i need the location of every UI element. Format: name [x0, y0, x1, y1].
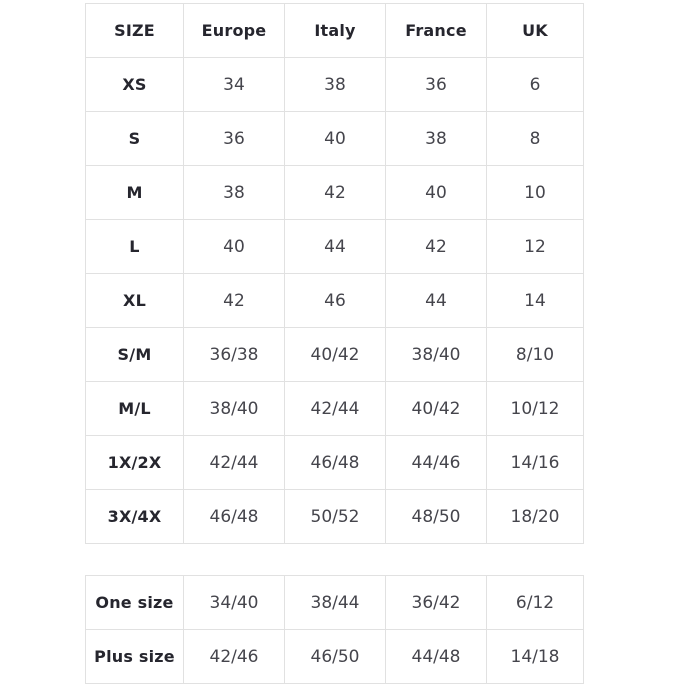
value-cell: 6/12: [487, 576, 584, 630]
value-cell: 48/50: [386, 490, 487, 544]
size-conversion-table: [85, 3, 584, 544]
value-cell: 6: [487, 58, 584, 112]
value-cell: 40/42: [285, 328, 386, 382]
header-row: [86, 4, 584, 58]
value-cell: 36/38: [184, 328, 285, 382]
size-label-cell: M/L: [86, 382, 184, 436]
value-cell: 46: [285, 274, 386, 328]
value-cell: 42: [285, 166, 386, 220]
value-cell: 50/52: [285, 490, 386, 544]
value-cell: 10: [487, 166, 584, 220]
value-cell: 18/20: [487, 490, 584, 544]
value-cell: 46/48: [285, 436, 386, 490]
value-cell: 38: [386, 112, 487, 166]
table-row-m: [86, 166, 584, 220]
header-cell-france: France: [386, 4, 487, 58]
special-size-table-container: [85, 575, 584, 684]
value-cell: 38/40: [386, 328, 487, 382]
table-row-l: [86, 220, 584, 274]
header-cell-uk: UK: [487, 4, 584, 58]
value-cell: 34/40: [184, 576, 285, 630]
value-cell: 34: [184, 58, 285, 112]
main-size-table-container: [85, 3, 584, 544]
value-cell: 42: [386, 220, 487, 274]
value-cell: 38: [184, 166, 285, 220]
size-label-cell: S/M: [86, 328, 184, 382]
header-cell-size: SIZE: [86, 4, 184, 58]
value-cell: 38: [285, 58, 386, 112]
size-label-cell: XS: [86, 58, 184, 112]
table-row-s-m: [86, 328, 584, 382]
value-cell: 42/44: [285, 382, 386, 436]
value-cell: 12: [487, 220, 584, 274]
size-label-cell: L: [86, 220, 184, 274]
header-cell-europe: Europe: [184, 4, 285, 58]
value-cell: 40: [184, 220, 285, 274]
value-cell: 46/48: [184, 490, 285, 544]
header-cell-italy: Italy: [285, 4, 386, 58]
table-row-xl: [86, 274, 584, 328]
size-label-cell: M: [86, 166, 184, 220]
size-label-cell: 1X/2X: [86, 436, 184, 490]
value-cell: 44/48: [386, 630, 487, 684]
value-cell: 42/44: [184, 436, 285, 490]
value-cell: 14/18: [487, 630, 584, 684]
table-row-plus-size: [86, 630, 584, 684]
value-cell: 42: [184, 274, 285, 328]
value-cell: 10/12: [487, 382, 584, 436]
value-cell: 38/40: [184, 382, 285, 436]
size-label-cell: Plus size: [86, 630, 184, 684]
value-cell: 44: [285, 220, 386, 274]
value-cell: 38/44: [285, 576, 386, 630]
value-cell: 46/50: [285, 630, 386, 684]
value-cell: 44/46: [386, 436, 487, 490]
value-cell: 40/42: [386, 382, 487, 436]
table-row-one-size: [86, 576, 584, 630]
value-cell: 36/42: [386, 576, 487, 630]
value-cell: 14/16: [487, 436, 584, 490]
value-cell: 42/46: [184, 630, 285, 684]
table-row-xs: [86, 58, 584, 112]
value-cell: 14: [487, 274, 584, 328]
value-cell: 36: [386, 58, 487, 112]
value-cell: 36: [184, 112, 285, 166]
value-cell: 8: [487, 112, 584, 166]
size-label-cell: XL: [86, 274, 184, 328]
size-label-cell: 3X/4X: [86, 490, 184, 544]
value-cell: 40: [386, 166, 487, 220]
table-row-m-l: [86, 382, 584, 436]
value-cell: 40: [285, 112, 386, 166]
table-row-s: [86, 112, 584, 166]
size-label-cell: S: [86, 112, 184, 166]
value-cell: 44: [386, 274, 487, 328]
value-cell: 8/10: [487, 328, 584, 382]
table-row-1x-2x: [86, 436, 584, 490]
special-size-table: [85, 575, 584, 684]
table-row-3x-4x: [86, 490, 584, 544]
size-label-cell: One size: [86, 576, 184, 630]
